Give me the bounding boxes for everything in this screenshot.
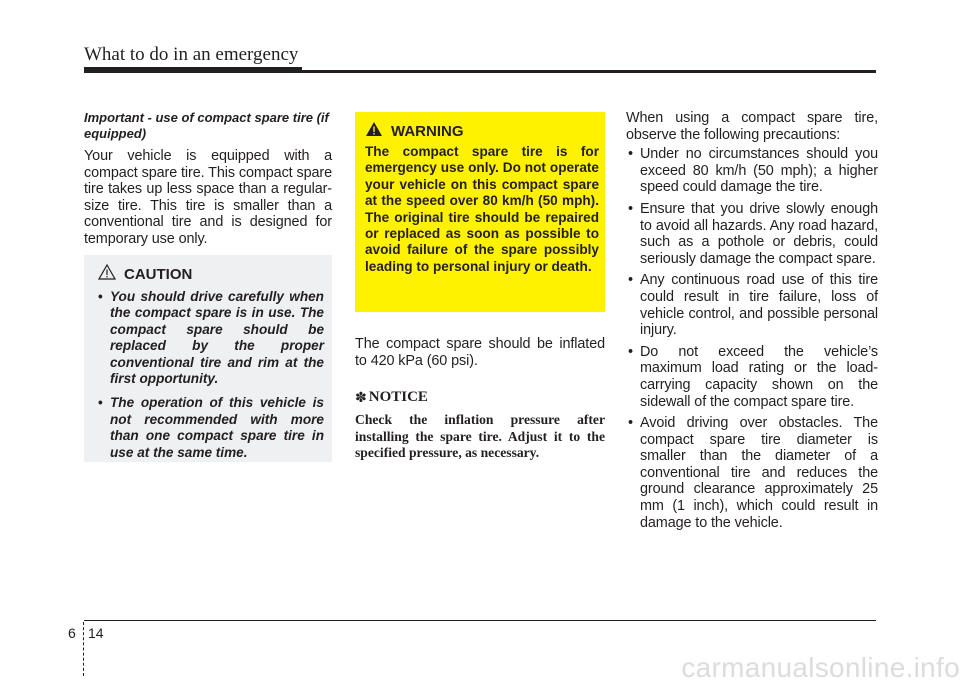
column-right <box>626 110 878 536</box>
warning-header <box>365 120 599 142</box>
notice-header <box>355 389 605 406</box>
caution-title: CAUTION <box>124 265 193 283</box>
precautions-list <box>626 146 878 531</box>
caution-triangle-icon <box>98 264 116 284</box>
page-number: 14 <box>88 625 104 641</box>
precaution-item: • Avoid driving over obstacles. The compact spare tire diameter is smaller than the diameter of a conventional tire and reduces the ground clearance approximately 25 mm (1 inch), which could result in damage to the vehicle. <box>626 415 878 531</box>
precaution-item: • Under no circumstances should you exceed 80 km/h (50 mph); a higher speed could damage the tire. <box>626 146 878 196</box>
footer-divider <box>83 622 84 676</box>
caution-header <box>96 263 324 285</box>
caution-box <box>84 255 332 462</box>
warning-box <box>355 112 605 312</box>
notice-text: Check the inflation pressure after installing the spare tire. Adjust it to the specified pressure, as necessary. <box>355 412 605 460</box>
inflation-paragraph: The compact spare should be inflated to 420 kPa (60 psi). <box>355 336 605 369</box>
notice-star-icon: ✽ <box>355 389 367 406</box>
column-middle <box>355 112 605 461</box>
warning-triangle-icon <box>365 121 383 141</box>
caution-item: • The operation of this vehicle is not recommended with more than one compact spare tire in use at the same time. <box>96 395 324 461</box>
precaution-item: • Ensure that you drive slowly enough to avoid all hazards. Any road hazard, such as a pothole or debris, could seriously damage the compact spare. <box>626 201 878 267</box>
notice-title: NOTICE <box>368 389 428 406</box>
section-heading: Important - use of compact spare tire (if equipped) <box>84 110 329 141</box>
caution-item: • You should drive carefully when the compact spare is in use. The compact spare should be replaced by the proper conventional tire and rim at the first opportunity. <box>96 289 324 387</box>
chapter-number: 6 <box>68 625 76 641</box>
header-title: What to do in an emergency <box>84 44 299 65</box>
caution-list <box>96 289 324 461</box>
footer-rule <box>84 620 876 621</box>
header-rule <box>84 70 876 73</box>
warning-text: The compact spare tire is for emergency use only. Do not operate your vehicle on this compact spare at the speed over 80 km/h (50 mph). The original tire should be repaired or replaced as soon as possible to avoid failure of the spare possibly leading to personal injury or death. <box>365 144 599 274</box>
watermark: carmanualsonline.info <box>681 652 960 683</box>
precaution-item: • Any continuous road use of this tire could result in tire failure, loss of vehicle control, and possible personal injury. <box>626 272 878 338</box>
warning-title: WARNING <box>391 122 464 140</box>
column-left <box>84 110 332 248</box>
intro-paragraph: Your vehicle is equipped with a compact spare tire. This compact spare tire takes up less space than a regular-size tire. This tire is smaller than a conventional tire and is designed for temporary use only. <box>84 148 332 247</box>
precaution-item: • Do not exceed the vehicle’s maximum load rating or the load-carrying capacity shown on the sidewall of the compact spare tire. <box>626 344 878 410</box>
precautions-intro: When using a compact spare tire, observe the following precautions: <box>626 110 878 143</box>
